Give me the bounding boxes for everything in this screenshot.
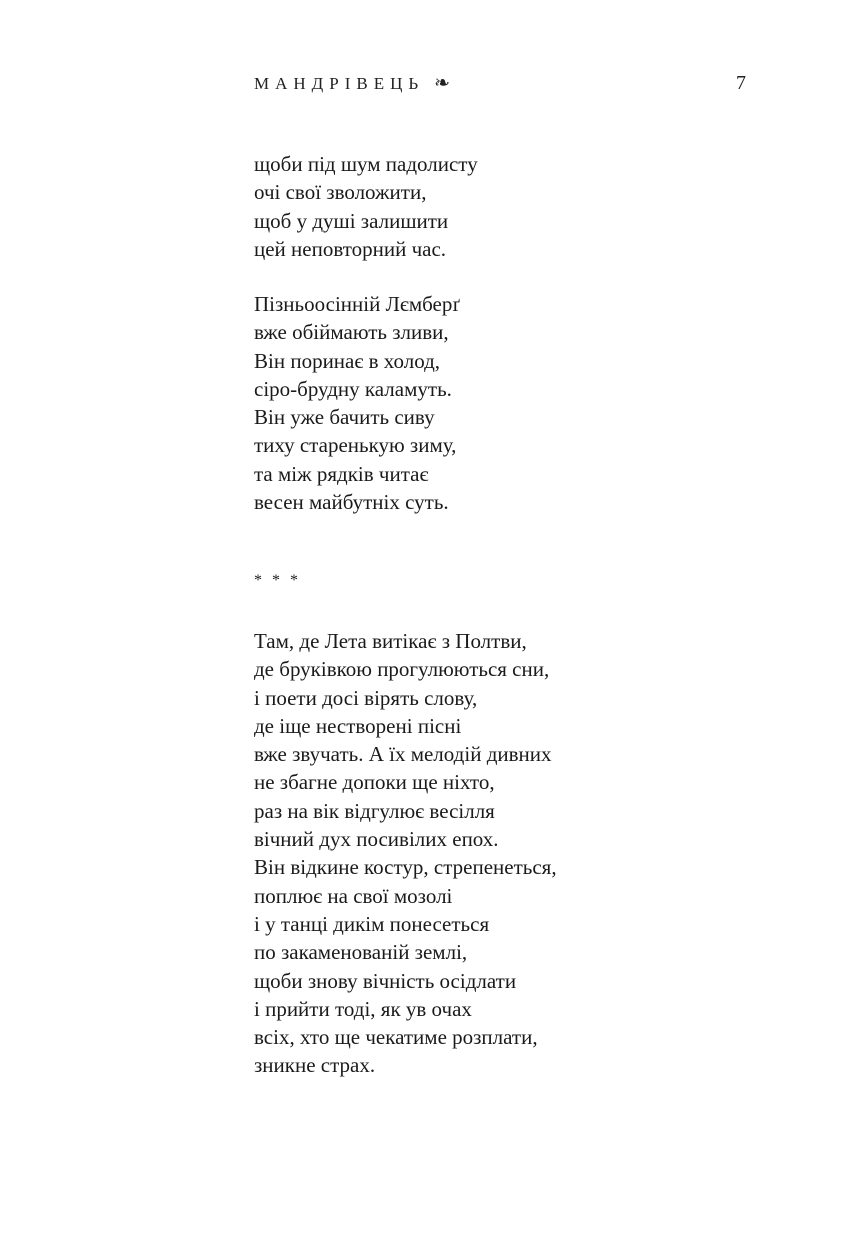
poem-line: не збагне допоки ще ніхто, (254, 770, 495, 795)
poem-line: очі свої зволожити, (254, 180, 427, 205)
poem-line: Він поринає в холод, (254, 348, 441, 373)
poem-line: і у танці дикім понесеться (254, 911, 490, 936)
poem-line: та між рядків читає (254, 461, 429, 486)
poem-line: вже обіймають зливи, (254, 320, 449, 345)
poem-line: де іще нестворені пісні (254, 713, 462, 738)
poem-line: Він відкине костур, стрепенеться, (254, 855, 557, 880)
poem-line: вже звучать. А їх мелодій дивних (254, 742, 552, 767)
poem-line: Пізньоосінній Лємберґ (254, 292, 460, 316)
poem-line: тиху старенькую зиму, (254, 433, 457, 458)
poem-line: сіро-брудну каламуть. (254, 376, 452, 401)
poem-line: і поети досі вірять слову, (254, 685, 478, 710)
poem-line: де бруківкою прогулюються сни, (254, 657, 550, 682)
running-head-title: МАНДРІВЕЦЬ (254, 73, 425, 93)
poem-line: щоби під шум падолисту (254, 152, 478, 176)
poem-line: по закаменованій землі, (254, 940, 468, 965)
poem-line: весен майбутніх суть. (254, 490, 449, 515)
poem-line: поплює на свої мозолі (254, 883, 453, 908)
poem-stanza-2 (254, 290, 460, 516)
poem-line: Він уже бачить сиву (254, 405, 435, 430)
fleuron-icon: ❧ (434, 73, 451, 94)
poem-line: Там, де Лета витікає з Полтви, (254, 629, 527, 653)
poem-line: щоби знову вічність осідлати (254, 968, 517, 993)
poem-stanza-1 (254, 150, 478, 263)
poem-line: всіх, хто ще чекатиме розплати, (254, 1025, 538, 1050)
running-head (254, 72, 450, 95)
poem-stanza-3 (254, 627, 557, 1080)
poem-line: і прийти тоді, як ув очах (254, 996, 472, 1021)
page-number: 7 (736, 72, 746, 94)
poem-line: цей неповторний час. (254, 236, 447, 261)
poem-line: вічний дух посивілих епох. (254, 827, 499, 852)
poem-line: раз на вік відгулює весілля (254, 798, 495, 823)
poem-line: зникне страх. (254, 1053, 376, 1078)
poem-line: щоб у душі залишити (254, 208, 449, 233)
section-separator: * * * (254, 572, 301, 589)
